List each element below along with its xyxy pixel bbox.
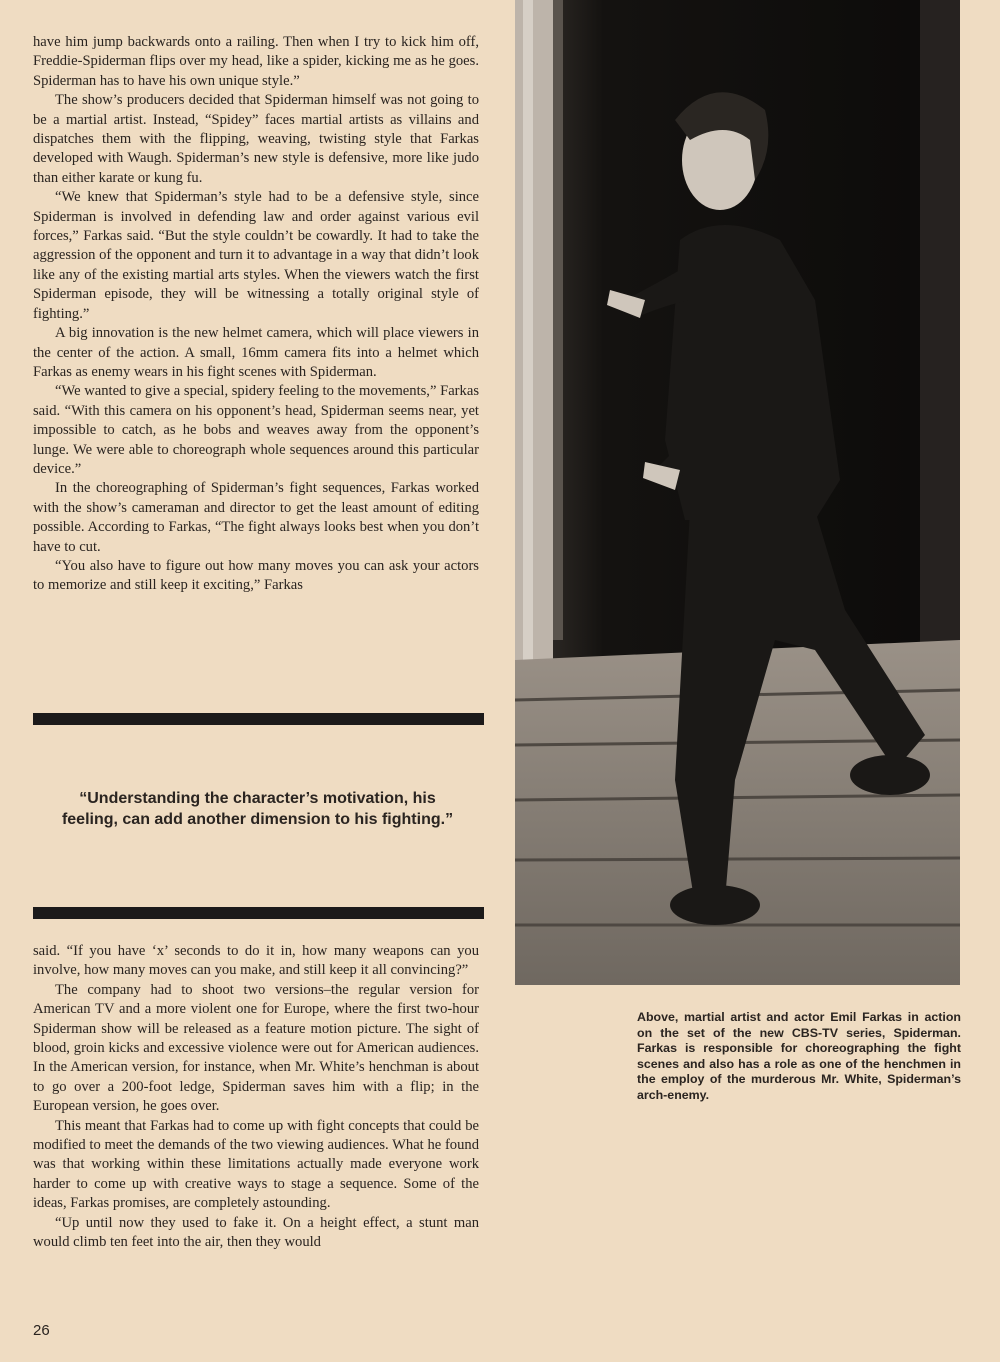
article-paragraph: “Up until now they used to fake it. On a height effect, a stunt man would climb ten feet into the air, then they would <box>33 1214 479 1251</box>
article-paragraph: The show’s producers decided that Spiderman himself was not going to be a martial artist. Instead, “Spidey” faces martial artists as villains and dispatches them with the flipping, weaving, twisting style that Farkas developed with Waugh. Spiderman’s new style is defensive, more like judo than either karate or kung fu. <box>33 92 479 186</box>
page-number: 26 <box>33 1322 50 1339</box>
photo-farkas-fight-stance <box>515 0 960 985</box>
article-paragraph: The company had to shoot two versions–the regular version for American TV and a more violent one for Europe, where the first two-hour Spiderman show will be released as a feature motion picture. The sight of blood, groin kicks and excessive violence were out for American audiences. In the American version, for instance, when Mr. White’s henchman is about to go over a 200-foot ledge, Spiderman saves him with a flip; in the European version, he goes over. <box>33 981 479 1115</box>
article-paragraph: In the choreographing of Spiderman’s fight sequences, Farkas worked with the show’s cameraman and director to get the least amount of editing possible. According to Farkas, “The fight always looks best when you don’t have to cut. <box>33 480 479 555</box>
article-top-column <box>33 33 479 596</box>
article-paragraph: This meant that Farkas had to come up with fight concepts that could be modified to meet the demands of the two viewing audiences. What he found was that working within these limitations actually made everyone work harder to come up with creative ways to stage a sequence. Some of the ideas, Farkas promises, are completely astounding. <box>33 1117 479 1212</box>
article-paragraph: said. “If you have ‘x’ seconds to do it in, how many weapons can you involve, how many moves can you make, and still keep it all convincing?” <box>33 943 479 979</box>
article-paragraph: have him jump backwards onto a railing. Then when I try to kick him off, Freddie-Spiderman flips over my head, like a spider, kicking me as he goes. Spiderman has to have his own unique style.” <box>33 34 479 89</box>
article-paragraph: “We wanted to give a special, spidery feeling to the movements,” Farkas said. “With this camera on his opponent’s head, Spiderman seems near, yet impossible to catch, as he bobs and weaves away from the opponent’s lunge. We were able to choreograph whole sequences around this particular device.” <box>33 383 479 477</box>
article-bottom-column <box>33 942 479 1253</box>
photo-caption: Above, martial artist and actor Emil Farkas in action on the set of the new CBS-TV series, Spiderman. Farkas is responsible for choreographing the fight scenes and also has a role as one of the henchmen in the employ of the murderous Mr. White, Spiderman’s arch-enemy. <box>637 1010 961 1102</box>
article-paragraph: “You also have to figure out how many moves you can ask your actors to memorize and still keep it exciting,” Farkas <box>33 557 479 594</box>
pullquote-top-rule <box>33 713 484 725</box>
pull-quote: “Understanding the character’s motivation, his feeling, can add another dimension to his fighting.” <box>61 790 454 828</box>
article-paragraph: “We knew that Spiderman’s style had to be a defensive style, since Spiderman is involved in defending law and order against various evil forces,” Farkas said. “But the style couldn’t be cowardly. It had to take the aggression of the opponent and turn it to advantage in a way that didn’t look like any of the existing martial arts styles. When the viewers watch the first Spiderman episode, they will be witnessing a totally original style of fighting.” <box>33 189 479 322</box>
article-paragraph: A big innovation is the new helmet camera, which will place viewers in the center of the action. A small, 16mm camera fits into a helmet which Farkas as enemy wears in his fight scenes with Spiderman. <box>33 325 479 380</box>
pullquote-bottom-rule <box>33 907 484 919</box>
